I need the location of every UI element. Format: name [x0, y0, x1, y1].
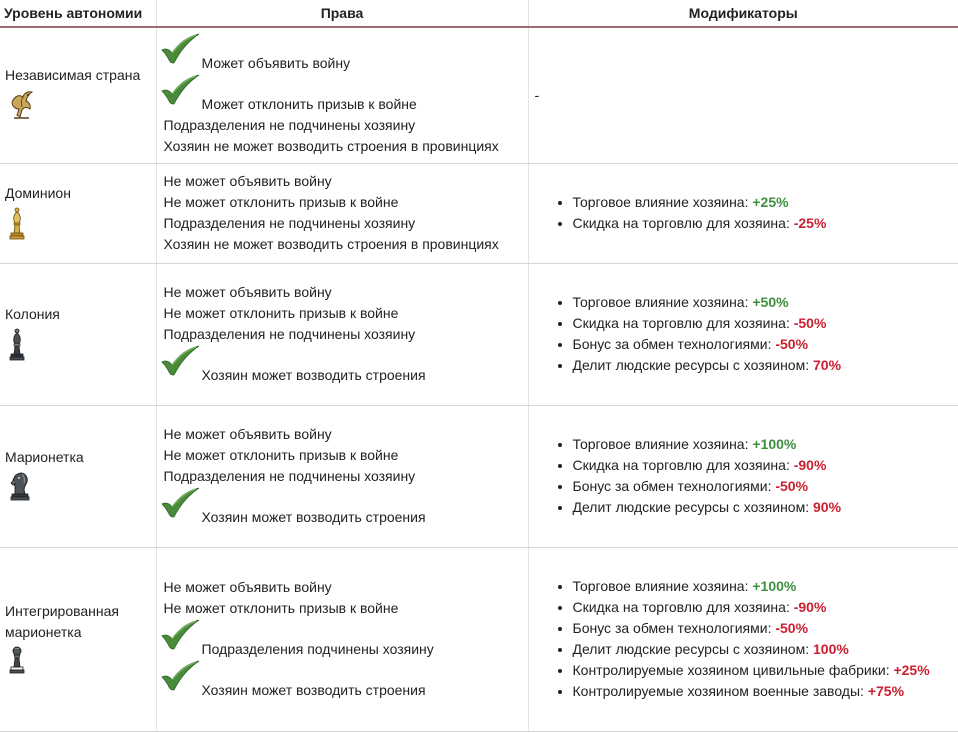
modifier-item: [573, 597, 958, 618]
right-text: Хозяин не может возводить строения в провинциях: [163, 236, 499, 252]
rights-cell: [156, 547, 528, 731]
pawn-icon: [9, 645, 156, 678]
modifier-value: +25%: [893, 662, 930, 678]
level-cell: [0, 405, 156, 547]
modifier-item: [573, 313, 958, 334]
rights-cell: [156, 163, 528, 263]
modifier-item: [573, 497, 958, 518]
level-cell: [0, 263, 156, 405]
modifier-label: Торговое влияние хозяина:: [572, 436, 749, 452]
modifier-label: Торговое влияние хозяина:: [572, 578, 749, 594]
modifier-value: +50%: [752, 294, 789, 310]
right-text: Хозяин может возводить строения: [201, 682, 426, 698]
modifier-item: [573, 455, 958, 476]
modifier-label: Делит людские ресурсы с хозяином:: [572, 499, 810, 515]
modifier-value: 70%: [813, 357, 842, 373]
level-cell: [0, 27, 156, 163]
rights-cell: [156, 27, 528, 163]
right-text: Подразделения не подчинены хозяину: [163, 117, 416, 134]
modifier-list: [533, 192, 958, 234]
bishop-gold-icon: [9, 206, 156, 243]
modifiers-cell: [528, 27, 958, 163]
right-text: Не может отклонить призыв к войне: [163, 600, 399, 616]
right-text: Подразделения подчинены хозяину: [201, 641, 434, 657]
modifier-label: Делит людские ресурсы с хозяином:: [572, 641, 810, 657]
modifier-label: Контролируемые хозяином военные заводы:: [572, 683, 864, 699]
table-row: [0, 27, 958, 163]
table-body: [0, 27, 958, 731]
modifier-item: [573, 213, 958, 234]
right-item-granted: [164, 660, 528, 701]
right-text: Может объявить войну: [201, 55, 351, 72]
table-row: [0, 405, 958, 547]
right-item-granted: [164, 33, 528, 74]
modifier-value: 100%: [813, 641, 849, 657]
modifier-value: -90%: [793, 457, 827, 473]
header-row: [0, 0, 958, 27]
modifier-label: Контролируемые хозяином цивильные фабрики:: [572, 662, 890, 678]
modifier-value: 90%: [813, 499, 842, 515]
header-rights: Права: [156, 0, 528, 27]
modifier-value: -50%: [775, 620, 809, 636]
modifier-value: +100%: [752, 578, 797, 594]
level-name: Интегрированная марионетка: [5, 602, 120, 640]
modifier-item: [573, 660, 958, 681]
level-name: Колония: [5, 306, 60, 322]
modifiers-empty: -: [534, 86, 540, 103]
right-text: Не может отклонить призыв к войне: [163, 194, 399, 210]
header-modifiers: Модификаторы: [528, 0, 958, 27]
right-text: Не может объявить войну: [163, 173, 332, 189]
modifier-label: Бонус за обмен технологиями:: [572, 336, 772, 352]
right-text: Подразделения не подчинены хозяину: [163, 326, 416, 342]
level-name: Независимая страна: [5, 67, 141, 84]
right-text: Хозяин может возводить строения: [201, 509, 426, 525]
modifier-item: [573, 355, 958, 376]
modifier-item: [573, 434, 958, 455]
modifiers-cell: [528, 263, 958, 405]
right-text: Может отклонить призыв к войне: [201, 96, 417, 113]
modifier-label: Скидка на торговлю для хозяина:: [572, 457, 790, 473]
level-cell: [0, 547, 156, 731]
modifier-value: -50%: [793, 315, 827, 331]
knight-icon: [9, 470, 156, 505]
modifier-item: [573, 192, 958, 213]
modifier-item: [573, 681, 958, 702]
right-text: Подразделения не подчинены хозяину: [163, 468, 416, 484]
modifier-list: [533, 434, 958, 518]
right-text: Подразделения не подчинены хозяину: [163, 215, 416, 231]
right-text: Не может объявить войну: [163, 284, 332, 300]
level-name: Доминион: [5, 185, 71, 201]
modifier-value: -50%: [775, 478, 809, 494]
table-row: [0, 263, 958, 405]
level-cell: [0, 163, 156, 263]
modifier-item: [573, 639, 958, 660]
modifier-label: Делит людские ресурсы с хозяином:: [572, 357, 810, 373]
table-row: [0, 547, 958, 731]
modifier-item: [573, 334, 958, 355]
right-item-granted: [164, 74, 528, 115]
bishop-dark-icon: [9, 327, 156, 364]
modifiers-cell: [528, 547, 958, 731]
right-text: Хозяин не может возводить строения в провинциях: [163, 138, 499, 155]
level-name: Марионетка: [5, 449, 84, 465]
right-item-granted: [164, 619, 528, 660]
rights-cell: [156, 263, 528, 405]
rights-cell: [156, 405, 528, 547]
modifier-label: Скидка на торговлю для хозяина:: [572, 599, 790, 615]
right-text: Не может отклонить призыв к войне: [163, 305, 399, 321]
modifier-value: +75%: [867, 683, 905, 699]
modifier-value: -50%: [775, 336, 809, 352]
modifier-value: -90%: [793, 599, 827, 615]
modifier-value: +100%: [752, 436, 797, 452]
modifier-item: [573, 292, 958, 313]
modifier-label: Торговое влияние хозяина:: [572, 294, 749, 310]
modifier-item: [573, 476, 958, 497]
modifier-list: [533, 576, 958, 702]
modifier-value: +25%: [752, 194, 789, 210]
header-level: Уровень автономии: [0, 0, 156, 27]
modifier-value: -25%: [793, 215, 827, 231]
right-item-granted: [164, 345, 528, 386]
right-text: Не может объявить войну: [163, 579, 332, 595]
right-text: Не может объявить войну: [163, 426, 332, 442]
modifier-label: Торговое влияние хозяина:: [572, 194, 749, 210]
right-text: Не может отклонить призыв к войне: [163, 447, 399, 463]
modifier-label: Скидка на торговлю для хозяина:: [572, 315, 790, 331]
modifiers-cell: [528, 405, 958, 547]
modifier-item: [573, 576, 958, 597]
modifiers-cell: [528, 163, 958, 263]
modifier-item: [573, 618, 958, 639]
right-text: Хозяин может возводить строения: [201, 367, 426, 383]
modifier-list: [533, 292, 958, 376]
right-item-granted: [164, 487, 528, 528]
table-row: [0, 163, 958, 263]
modifier-label: Бонус за обмен технологиями:: [572, 478, 772, 494]
modifier-label: Бонус за обмен технологиями:: [572, 620, 772, 636]
modifier-label: Скидка на торговлю для хозяина:: [572, 215, 790, 231]
dove-icon: [9, 88, 156, 125]
